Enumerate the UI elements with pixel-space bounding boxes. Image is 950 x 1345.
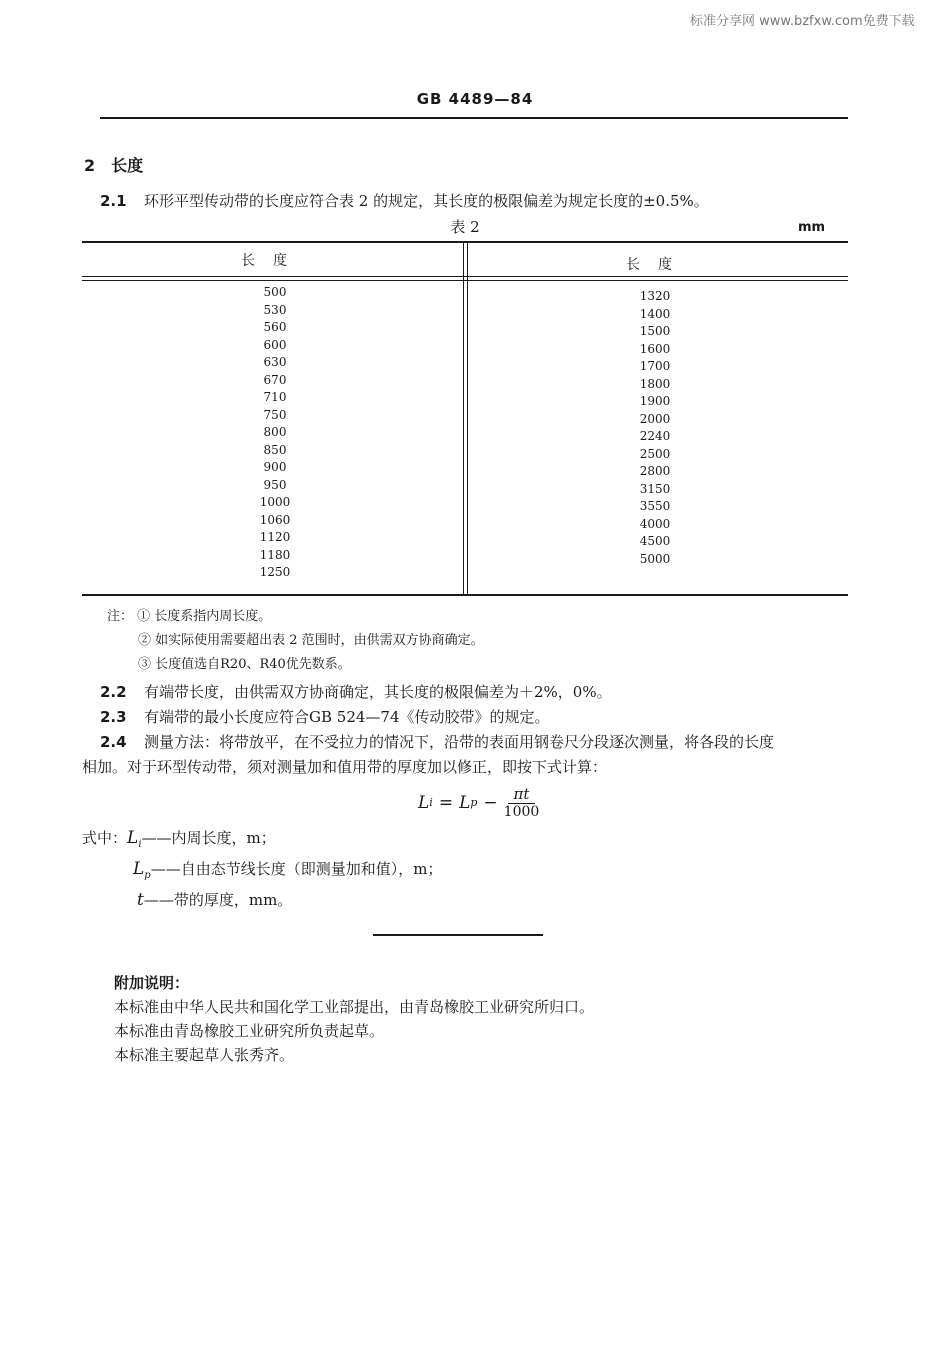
def-sub: p (144, 870, 151, 881)
formula-rhs-sub: p (470, 796, 478, 809)
length-cell: 2800 (639, 464, 671, 478)
clause-text: 有端带的最小长度应符合GB 524—74《传动胶带》的规定。 (144, 708, 550, 726)
clause-text: 测量方法：将带放平，在不受拉力的情况下，沿带的表面用钢卷尺分段逐次测量，将各段的长度 (144, 733, 775, 751)
appendix (114, 971, 594, 1067)
formula-lhs: L (418, 792, 430, 813)
length-cell: 950 (263, 477, 287, 492)
length-cell: 1400 (639, 306, 671, 321)
formula-rhs: L (459, 792, 471, 813)
length-cell: 1120 (259, 530, 291, 544)
length-cell: 1800 (639, 376, 671, 391)
table-top-rule (82, 241, 848, 243)
clause-2-2 (100, 681, 612, 703)
length-cell: 750 (263, 407, 287, 422)
watermark: 标准分享网 www.bzfxw.com免费下载 (690, 14, 915, 29)
table-unit: mm (798, 220, 826, 235)
length-cell: 1500 (639, 324, 671, 338)
appendix-line: 本标准由中华人民共和国化学工业部提出，由青岛橡胶工业研究所归口。 (114, 998, 595, 1016)
def-symbol: L (127, 828, 139, 848)
symbol-definitions (82, 826, 442, 913)
length-cell: 3150 (639, 481, 671, 496)
section-heading (84, 153, 143, 176)
length-cell: 5000 (639, 551, 671, 566)
def-sub: i (138, 839, 142, 850)
def-text: ——带的厚度，mm。 (143, 891, 293, 909)
table-divider-2 (467, 242, 468, 595)
column-header-left: 长度 (241, 253, 305, 269)
notes-label: 注： (107, 609, 134, 624)
column-header-right: 长度 (626, 257, 690, 273)
def-text: ——自由态节线长度（即测量加和值），m； (150, 860, 443, 878)
length-cell: 1180 (259, 547, 291, 562)
table-bottom-rule (82, 594, 848, 596)
table-caption: 表 2 (450, 218, 480, 236)
table-divider (463, 242, 464, 595)
formula-numerator: πt (508, 785, 536, 804)
length-cell: 1250 (259, 565, 291, 579)
length-cell: 4500 (639, 534, 671, 548)
appendix-title: 附加说明： (114, 974, 190, 992)
note-item: ② 如实际使用需要超出表 2 范围时，由供需双方协商确定。 (138, 633, 484, 648)
clause-2-4-continued: 相加。对于环型传动带，须对测量加和值用带的厚度加以修正，即按下式计算： (82, 758, 608, 776)
header-rule (100, 117, 848, 119)
appendix-line: 本标准由青岛橡胶工业研究所负责起草。 (114, 1022, 385, 1040)
end-rule (373, 934, 543, 936)
formula-minus: − (483, 792, 498, 813)
note-item: ① 长度系指内周长度。 (137, 609, 272, 624)
clause-2-3 (100, 706, 550, 728)
length-cell: 850 (263, 442, 287, 457)
length-cell: 3550 (639, 499, 671, 513)
length-cell: 2240 (639, 429, 671, 443)
length-cell: 560 (263, 320, 287, 334)
length-column-left (230, 284, 320, 582)
def-symbol: L (133, 859, 145, 879)
clause-2-4 (100, 731, 860, 753)
note-item: ③ 长度值选自R20、R40优先数系。 (138, 657, 351, 672)
table-header-rule (82, 276, 848, 277)
section-title: 长度 (111, 156, 144, 175)
length-cell: 670 (263, 372, 287, 387)
length-formula: L i = L p − $\frac{\pi t}{1000}$ (418, 785, 540, 820)
length-cell: 1600 (639, 341, 671, 356)
length-cell: 1700 (639, 359, 671, 373)
formula-denominator: 1000 (503, 804, 540, 820)
length-cell: 630 (263, 355, 287, 369)
length-column-right (610, 288, 700, 568)
section-number: 2 (84, 156, 96, 175)
clause-number: 2.1 (100, 192, 127, 210)
def-text: ——内周长度，m； (141, 829, 276, 847)
formula-lhs-sub: i (429, 796, 433, 809)
length-cell: 600 (263, 337, 287, 352)
length-cell: 900 (263, 460, 287, 474)
clause-text: 环形平型传动带的长度应符合表 2 的规定，其长度的极限偏差为规定长度的±0.5%。 (144, 192, 709, 210)
length-cell: 500 (263, 285, 287, 299)
clause-number: 2.3 (100, 708, 127, 726)
length-cell: 1900 (639, 394, 671, 408)
length-cell: 1060 (259, 512, 291, 527)
definitions-prefix: 式中： (82, 829, 128, 847)
length-cell: 800 (263, 425, 287, 439)
notes (107, 605, 484, 677)
table-header-rule-2 (82, 280, 848, 281)
length-cell: 2500 (639, 446, 671, 461)
clause-number: 2.2 (100, 683, 127, 701)
length-cell: 1320 (639, 289, 671, 303)
clause-text: 有端带长度，由供需双方协商确定，其长度的极限偏差为＋2%，0%。 (144, 683, 612, 701)
length-cell: 530 (263, 302, 287, 317)
formula-fraction (504, 785, 540, 820)
length-cell: 1000 (259, 495, 291, 509)
length-cell: 4000 (639, 516, 671, 531)
clause-number: 2.4 (100, 733, 127, 751)
standard-code: GB 4489—84 (416, 90, 534, 108)
length-cell: 710 (263, 390, 287, 404)
appendix-line: 本标准主要起草人张秀齐。 (114, 1046, 295, 1064)
length-cell: 2000 (639, 411, 671, 426)
def-symbol: t (137, 890, 144, 910)
clause-2-1 (100, 190, 709, 212)
